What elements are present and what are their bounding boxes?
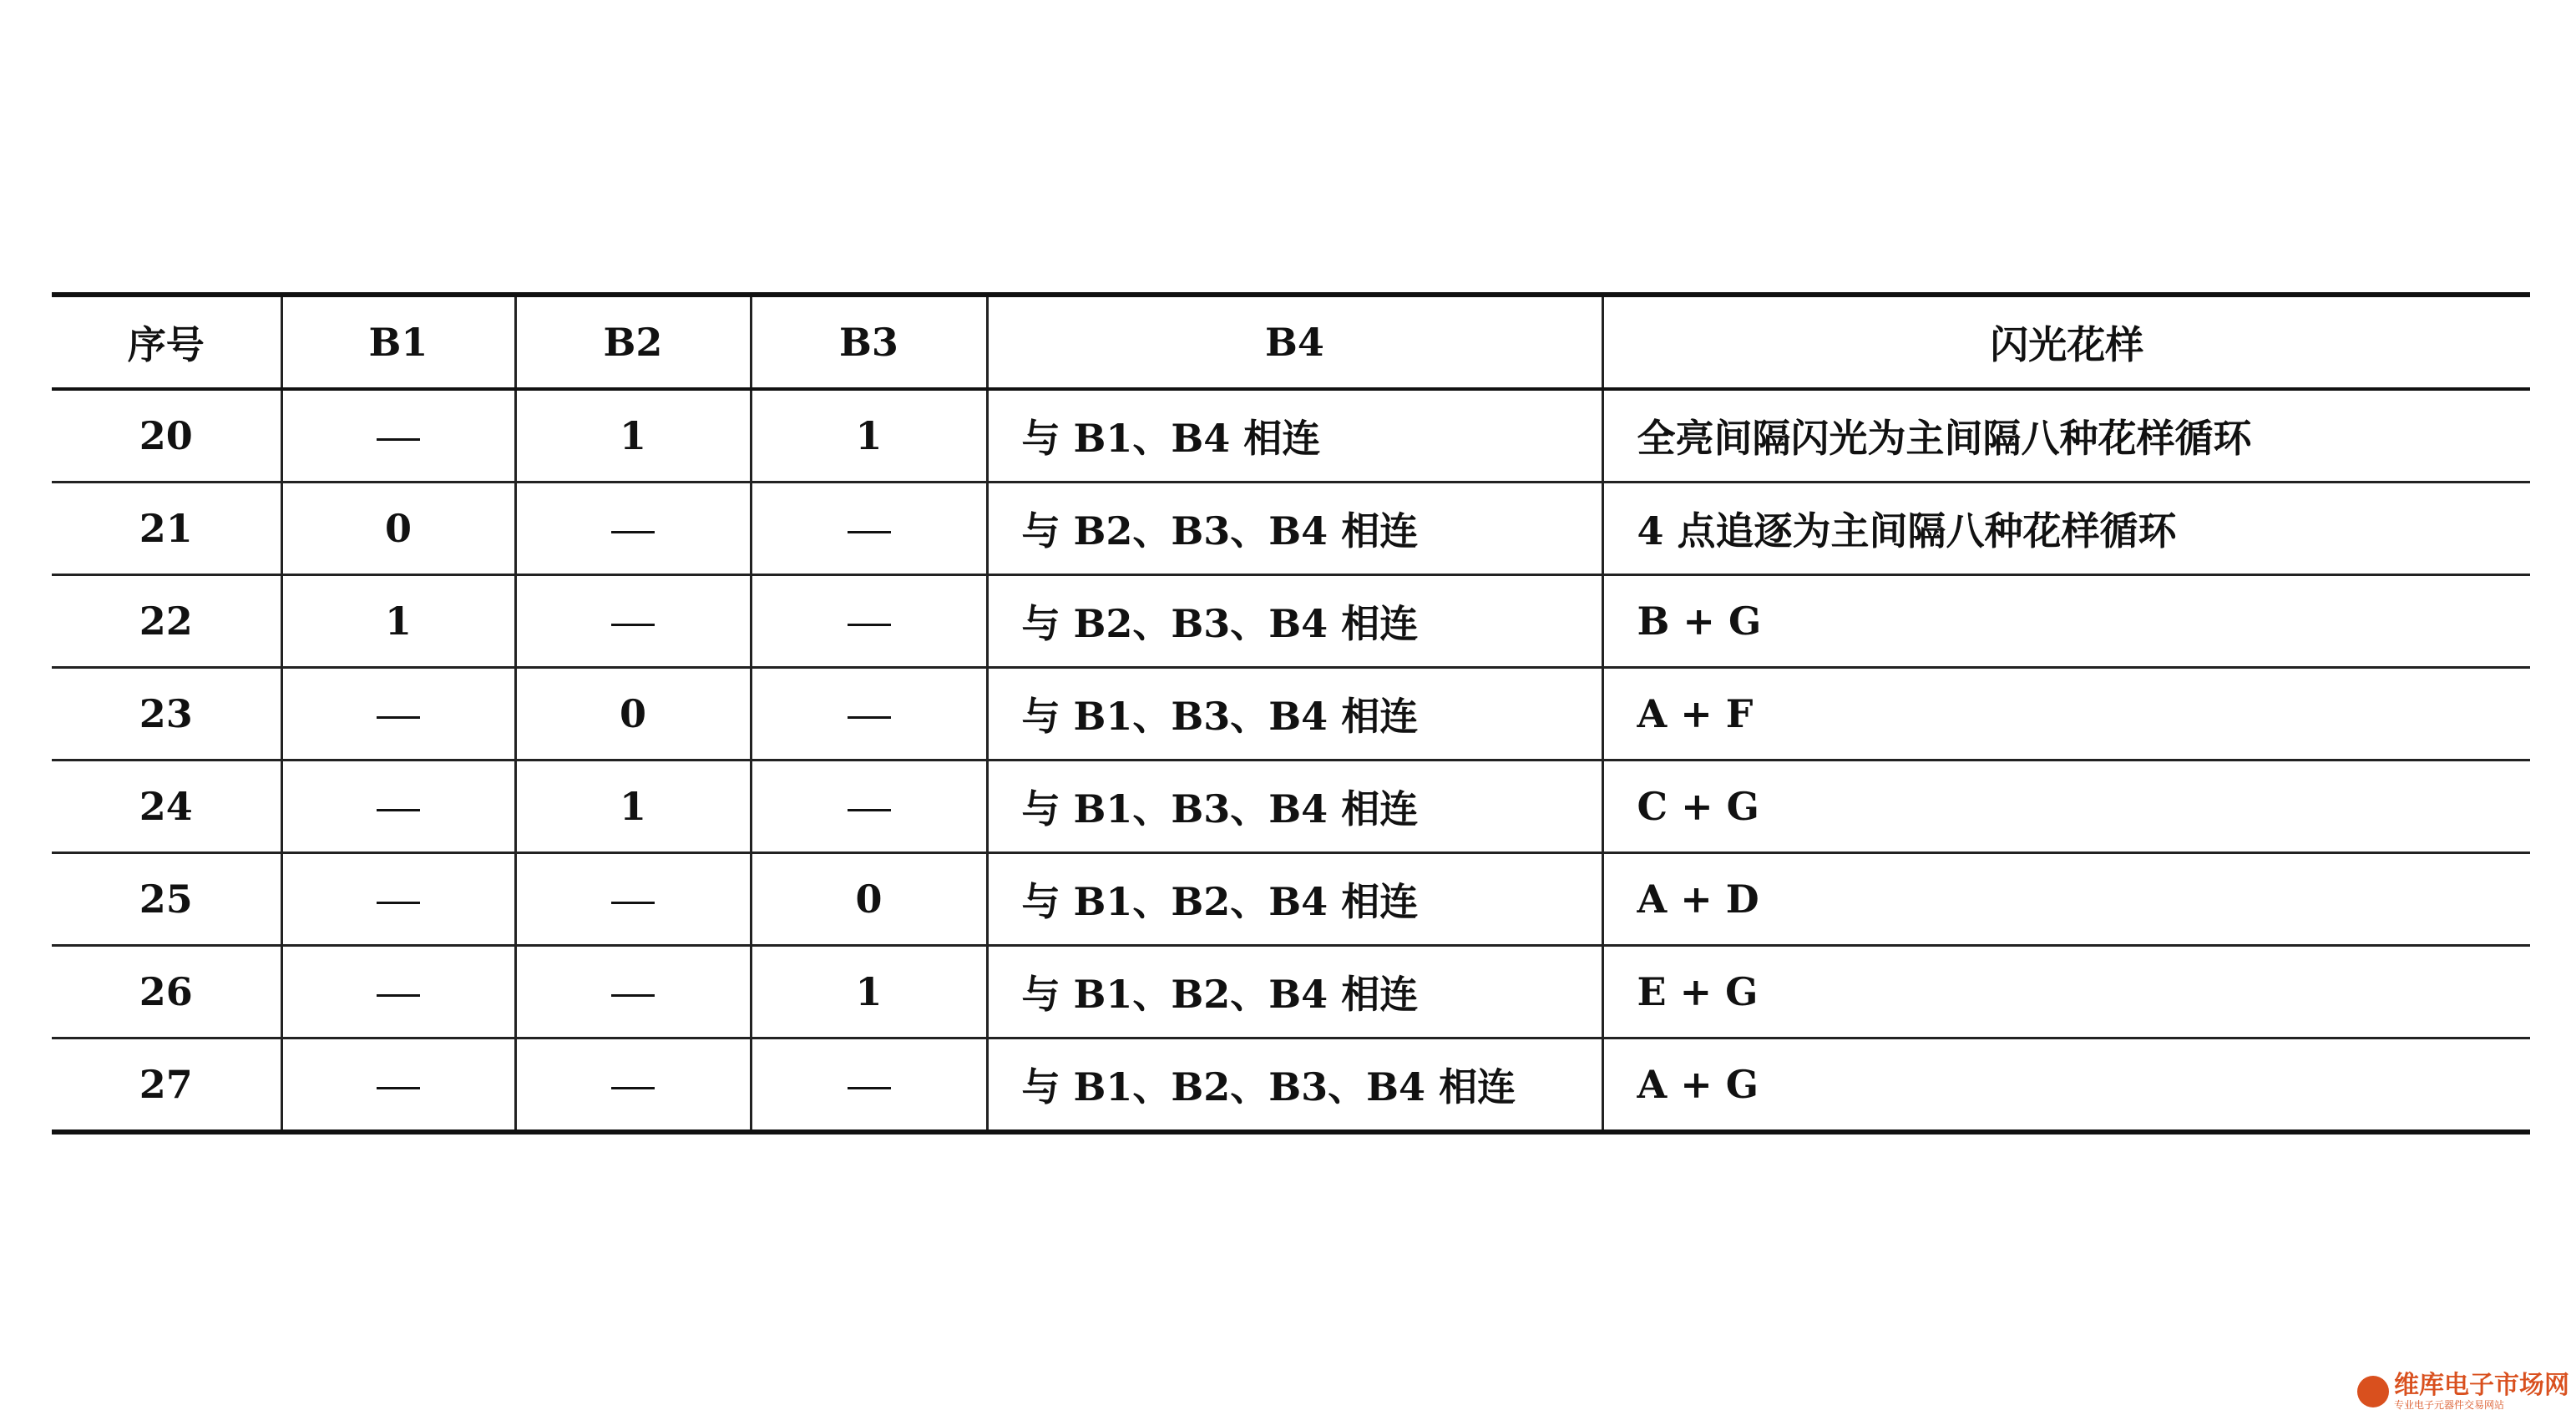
- dash-mark: [848, 716, 891, 719]
- cell-flash-pattern: 全亮间隔闪光为主间隔八种花样循环: [1602, 389, 2530, 483]
- cell-b3: [751, 668, 987, 761]
- cell-b2: 1: [515, 389, 751, 483]
- cell-index: 21: [52, 483, 281, 575]
- cell-index: 24: [52, 761, 281, 853]
- dash-mark: [611, 531, 655, 533]
- watermark-brand: 维库电子市场网: [2394, 1371, 2569, 1400]
- dash-mark: [377, 1087, 420, 1089]
- cell-b1: [281, 1039, 515, 1133]
- dash-mark: [848, 809, 891, 811]
- cell-b4: 与 B1、B2、B4 相连: [987, 946, 1602, 1039]
- cell-b1: [281, 761, 515, 853]
- cell-b4: 与 B1、B2、B4 相连: [987, 853, 1602, 946]
- cell-flash-pattern: 4 点追逐为主间隔八种花样循环: [1602, 483, 2530, 575]
- cell-flash-pattern: A + D: [1602, 853, 2530, 946]
- cell-b2: [515, 575, 751, 668]
- cell-b2: [515, 483, 751, 575]
- flash-pattern-table: [52, 292, 2530, 1135]
- cell-b4: 与 B1、B2、B3、B4 相连: [987, 1039, 1602, 1133]
- header-flash-pattern: 闪光花样: [1602, 295, 2530, 389]
- cell-b2: [515, 946, 751, 1039]
- table-body: [52, 389, 2530, 1132]
- dash-mark: [611, 994, 655, 997]
- cell-b2: [515, 853, 751, 946]
- header-b1: B1: [281, 295, 515, 389]
- cell-b1: [281, 946, 515, 1039]
- header-b2: B2: [515, 295, 751, 389]
- dash-mark: [377, 716, 420, 719]
- cell-b3: [751, 483, 987, 575]
- table-row: [52, 389, 2530, 483]
- dash-mark: [848, 624, 891, 626]
- cell-b1: [281, 389, 515, 483]
- cell-b4: 与 B2、B3、B4 相连: [987, 483, 1602, 575]
- cell-b1: [281, 853, 515, 946]
- cell-b3: [751, 761, 987, 853]
- table-row: [52, 761, 2530, 853]
- cell-b4: 与 B1、B4 相连: [987, 389, 1602, 483]
- cell-index: 20: [52, 389, 281, 483]
- cell-b2: 1: [515, 761, 751, 853]
- cell-flash-pattern: B + G: [1602, 575, 2530, 668]
- dash-mark: [377, 438, 420, 441]
- cell-b4: 与 B1、B3、B4 相连: [987, 761, 1602, 853]
- header-row: [52, 295, 2530, 389]
- cell-b3: [751, 575, 987, 668]
- table-row: [52, 483, 2530, 575]
- cell-flash-pattern: E + G: [1602, 946, 2530, 1039]
- cell-b3: 1: [751, 389, 987, 483]
- cell-index: 23: [52, 668, 281, 761]
- table-row: [52, 853, 2530, 946]
- dash-mark: [611, 902, 655, 904]
- watermark-logo: [2357, 1373, 2569, 1410]
- cell-b3: 1: [751, 946, 987, 1039]
- cell-b2: 0: [515, 668, 751, 761]
- dash-mark: [377, 902, 420, 904]
- dash-mark: [611, 1087, 655, 1089]
- cell-b1: 0: [281, 483, 515, 575]
- header-index: 序号: [52, 295, 281, 389]
- cell-b3: 0: [751, 853, 987, 946]
- cell-b2: [515, 1039, 751, 1133]
- table-row: [52, 946, 2530, 1039]
- cell-flash-pattern: C + G: [1602, 761, 2530, 853]
- dash-mark: [848, 531, 891, 533]
- cell-b1: 1: [281, 575, 515, 668]
- cell-index: 22: [52, 575, 281, 668]
- cell-b4: 与 B2、B3、B4 相连: [987, 575, 1602, 668]
- table-row: [52, 575, 2530, 668]
- cell-flash-pattern: A + G: [1602, 1039, 2530, 1133]
- cell-index: 26: [52, 946, 281, 1039]
- cell-b4: 与 B1、B3、B4 相连: [987, 668, 1602, 761]
- header-b3: B3: [751, 295, 987, 389]
- cell-index: 27: [52, 1039, 281, 1133]
- cell-b1: [281, 668, 515, 761]
- cell-b3: [751, 1039, 987, 1133]
- table-row: [52, 1039, 2530, 1133]
- dash-mark: [848, 1087, 891, 1089]
- table-row: [52, 668, 2530, 761]
- watermark-subtitle: 专业电子元器件交易网站: [2394, 1399, 2505, 1411]
- dash-mark: [377, 809, 420, 811]
- cell-index: 25: [52, 853, 281, 946]
- cell-flash-pattern: A + F: [1602, 668, 2530, 761]
- header-b4: B4: [987, 295, 1602, 389]
- dash-mark: [611, 624, 655, 626]
- logo-icon: [2357, 1376, 2389, 1407]
- dash-mark: [377, 994, 420, 997]
